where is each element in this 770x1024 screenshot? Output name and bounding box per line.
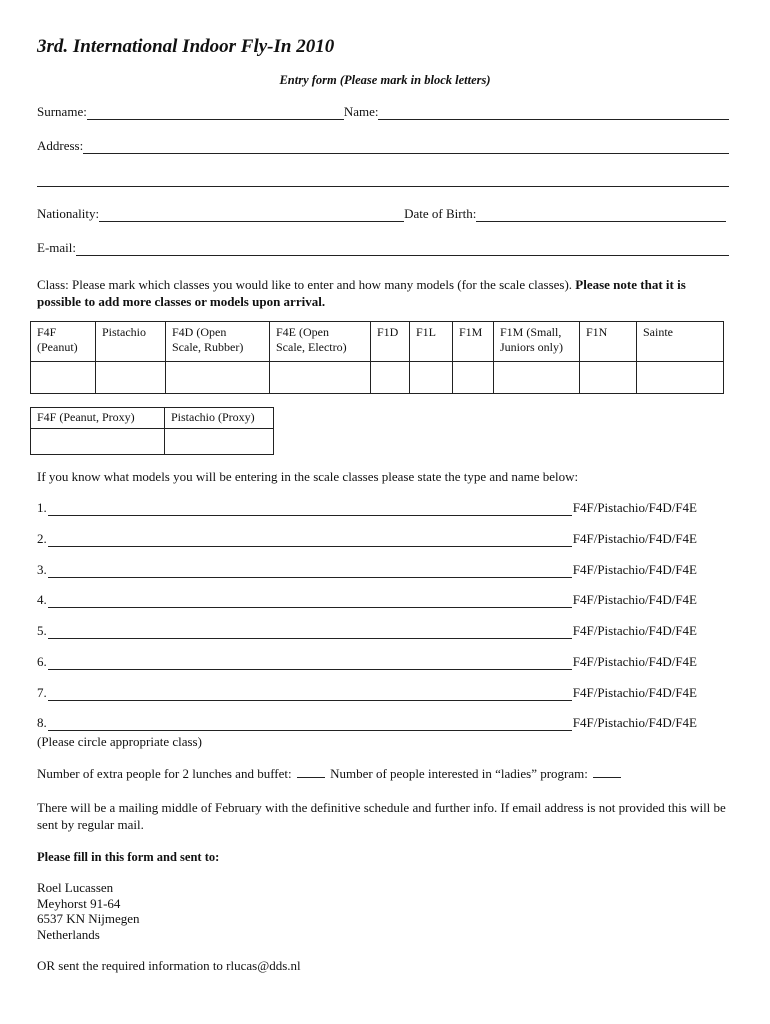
class-header <box>96 322 166 362</box>
model-line-number: 4. <box>37 592 47 607</box>
address-label: Address: <box>37 138 84 153</box>
mailing-note: There will be a mailing middle of February with the definitive schedule and further info. If email address is not provided this will be sent by regular mail. <box>37 800 726 832</box>
model-line <box>37 562 697 578</box>
dob-field[interactable] <box>476 209 726 222</box>
model-line-field[interactable] <box>48 595 572 608</box>
address-field-2[interactable] <box>37 174 729 187</box>
model-line-number: 3. <box>37 562 47 577</box>
model-line-classes[interactable]: F4F/Pistachio/F4D/F4E <box>572 623 697 638</box>
email-label: E-mail: <box>37 240 76 255</box>
proxy-table <box>30 407 274 455</box>
model-line-classes[interactable]: F4F/Pistachio/F4D/F4E <box>572 562 697 577</box>
ladies-program-label: Number of people interested in “ladies” program: <box>330 766 588 781</box>
email-instruction: OR sent the required information to rlucas@dds.nl <box>37 958 301 973</box>
class-header-label: Pistachio <box>102 325 146 339</box>
email-field[interactable] <box>76 243 729 256</box>
name-field[interactable] <box>378 107 729 120</box>
model-line-field[interactable] <box>48 565 572 578</box>
model-line <box>37 654 697 670</box>
model-line-number: 5. <box>37 623 47 638</box>
model-line-field[interactable] <box>48 534 572 547</box>
mailing-address <box>37 880 140 942</box>
class-header-label: F1D <box>377 325 399 339</box>
dob-label: Date of Birth: <box>404 206 477 221</box>
class-intro-bold: Please note that it is possible to add more classes or models upon arrival. <box>37 277 686 309</box>
extra-lunch-field[interactable] <box>297 765 325 778</box>
form-subtitle: Entry form (Please mark in block letters) <box>279 73 491 87</box>
class-header-label: F1L <box>416 325 437 339</box>
proxy-header-pistachio: Pistachio (Proxy) <box>165 408 274 429</box>
model-line-field[interactable] <box>48 718 572 731</box>
address-line: Roel Lucassen <box>37 880 114 895</box>
class-header <box>270 322 371 362</box>
address-line: Netherlands <box>37 926 100 942</box>
nationality-dob-row <box>37 206 729 222</box>
model-line <box>37 531 697 547</box>
class-entry-cell[interactable] <box>96 362 166 394</box>
model-line-field[interactable] <box>48 688 572 701</box>
model-line <box>37 592 697 608</box>
model-line-classes[interactable]: F4F/Pistachio/F4D/F4E <box>572 654 697 669</box>
class-header-label: F1M (Small, Juniors only) <box>500 325 563 354</box>
class-header-label: F1N <box>586 325 608 339</box>
model-line-classes[interactable]: F4F/Pistachio/F4D/F4E <box>572 685 697 700</box>
surname-name-row <box>37 104 729 120</box>
circle-note: (Please circle appropriate class) <box>37 734 202 749</box>
class-entry-cell[interactable] <box>371 362 410 394</box>
class-header <box>166 322 270 362</box>
proxy-entry-row <box>31 429 274 455</box>
model-line <box>37 685 697 701</box>
email-row <box>37 240 729 256</box>
address-field[interactable] <box>83 141 729 154</box>
address-line: Meyhorst 91-64 <box>37 895 121 911</box>
class-entry-cell[interactable] <box>31 362 96 394</box>
class-header <box>31 322 96 362</box>
classes-header-row <box>31 322 724 362</box>
model-line <box>37 623 697 639</box>
class-header <box>494 322 580 362</box>
class-header-label: Sainte <box>643 325 673 339</box>
class-entry-cell[interactable] <box>166 362 270 394</box>
class-intro <box>37 276 729 310</box>
model-line-number: 8. <box>37 715 47 730</box>
class-intro-text: Class: Please mark which classes you would like to enter and how many models (for the scale classes). <box>37 277 576 292</box>
model-line-number: 2. <box>37 531 47 546</box>
class-entry-cell[interactable] <box>494 362 580 394</box>
proxy-entry-cell[interactable] <box>165 429 274 455</box>
class-header-label: F4E (Open Scale, Electro) <box>276 325 347 354</box>
class-header <box>580 322 637 362</box>
model-line <box>37 500 697 516</box>
classes-entry-row <box>31 362 724 394</box>
class-entry-cell[interactable] <box>453 362 494 394</box>
form-title: 3rd. International Indoor Fly-In 2010 <box>37 36 335 57</box>
model-line-number: 1. <box>37 500 47 515</box>
model-line-classes[interactable]: F4F/Pistachio/F4D/F4E <box>572 592 697 607</box>
class-header-label: F4D (Open Scale, Rubber) <box>172 325 244 354</box>
proxy-header-peanut: F4F (Peanut, Proxy) <box>31 408 165 429</box>
model-line-classes[interactable]: F4F/Pistachio/F4D/F4E <box>572 715 697 730</box>
class-header <box>637 322 724 362</box>
surname-field[interactable] <box>87 107 344 120</box>
classes-table <box>30 321 724 394</box>
class-header-label: F1M <box>459 325 483 339</box>
model-line-classes[interactable]: F4F/Pistachio/F4D/F4E <box>572 531 697 546</box>
class-header-label: F4F (Peanut) <box>37 325 78 354</box>
class-entry-cell[interactable] <box>270 362 371 394</box>
proxy-header-row <box>31 408 274 429</box>
address-row <box>37 138 729 154</box>
model-line <box>37 715 697 731</box>
class-header <box>371 322 410 362</box>
class-header <box>453 322 494 362</box>
model-line-field[interactable] <box>48 503 572 516</box>
class-entry-cell[interactable] <box>410 362 453 394</box>
model-line-field[interactable] <box>48 626 572 639</box>
model-line-classes[interactable]: F4F/Pistachio/F4D/F4E <box>572 500 697 515</box>
nationality-label: Nationality: <box>37 206 100 221</box>
extra-lunch-label: Number of extra people for 2 lunches and buffet: <box>37 766 292 781</box>
address-row-2 <box>37 174 729 187</box>
extra-people-row <box>37 765 729 782</box>
nationality-field[interactable] <box>99 209 404 222</box>
model-line-number: 7. <box>37 685 47 700</box>
proxy-entry-cell[interactable] <box>31 429 165 455</box>
send-to-heading: Please fill in this form and sent to: <box>37 850 220 864</box>
class-entry-cell[interactable] <box>580 362 637 394</box>
surname-label: Surname: <box>37 104 87 119</box>
ladies-program-field[interactable] <box>593 765 621 778</box>
model-line-number: 6. <box>37 654 47 669</box>
address-line: 6537 KN Nijmegen <box>37 911 140 926</box>
models-intro: If you know what models you will be entering in the scale classes please state the type and name below: <box>37 469 579 484</box>
class-header <box>410 322 453 362</box>
model-line-field[interactable] <box>48 657 572 670</box>
class-entry-cell[interactable] <box>637 362 724 394</box>
name-label: Name: <box>343 104 379 119</box>
